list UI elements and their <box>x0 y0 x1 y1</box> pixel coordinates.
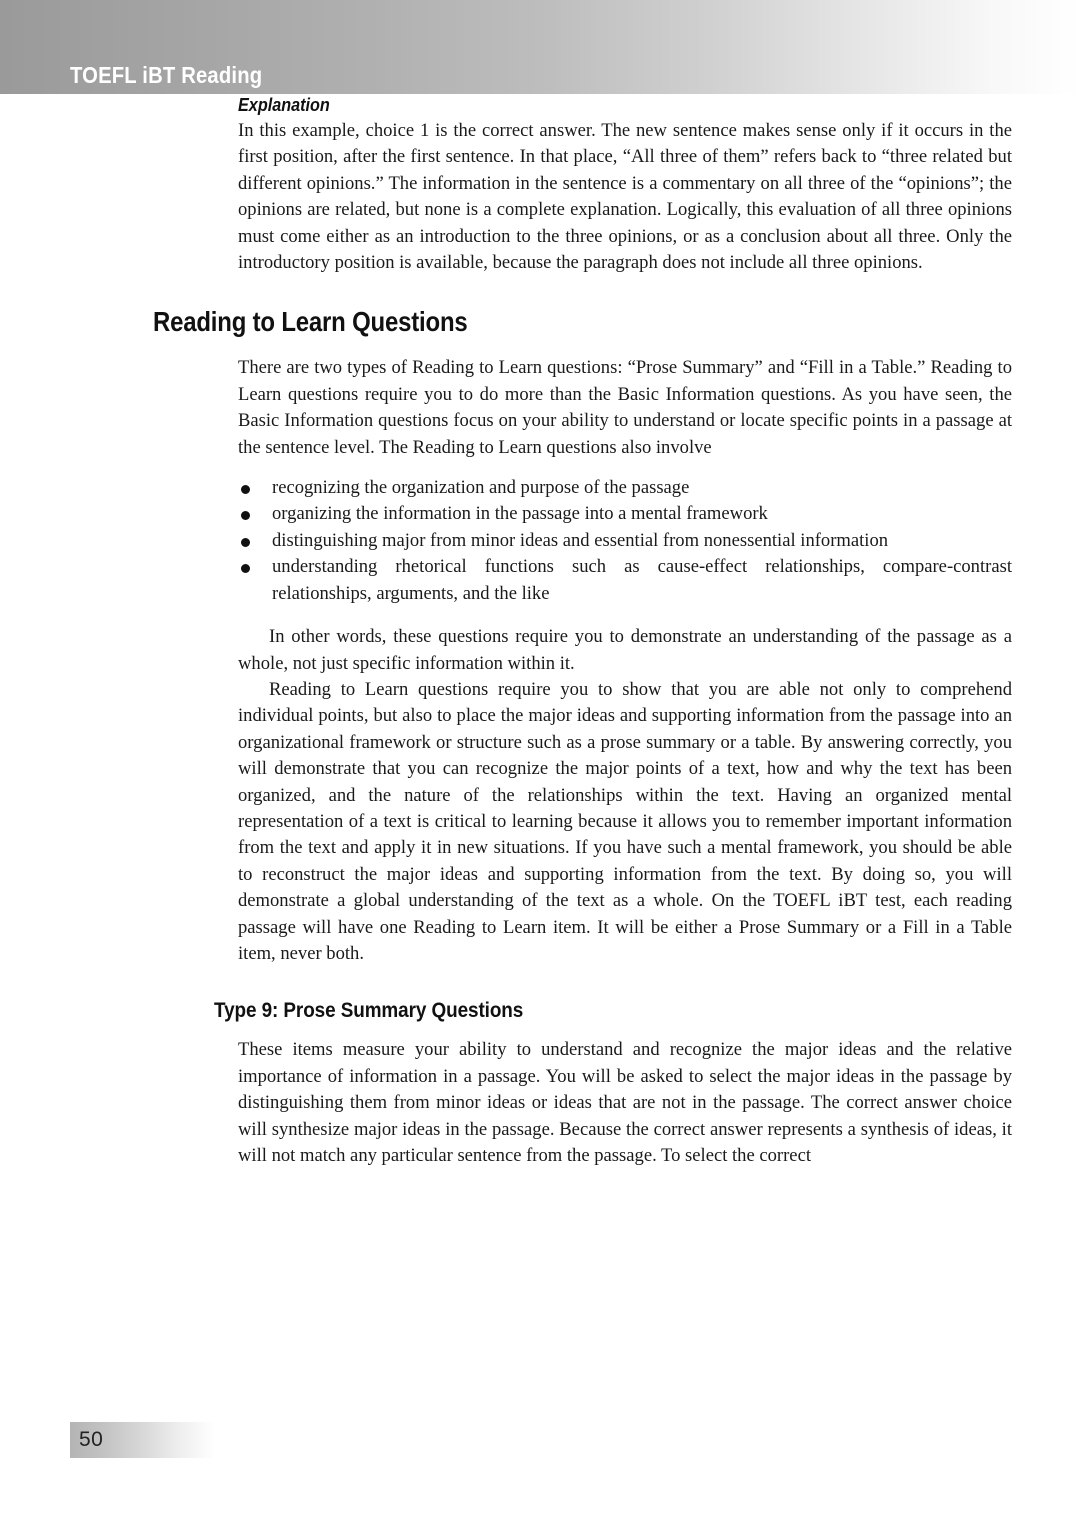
spacer-after-bullets <box>238 607 1012 624</box>
spacer-after-section-heading <box>0 338 1080 355</box>
explanation-heading: Explanation <box>238 95 330 115</box>
paragraph-reading-to-learn-detail: Reading to Learn questions require you to show that you are able not only to comprehend individual points, but also to place the major ideas and supporting information from the passage into an organizational framework or structure such as a prose summary or a table. By answering correctly, you will demonstrate that you can recognize the major points of a text, how and why the text has been organized, and the nature of the relationships within the text. Having an organized mental representation of a text is critical to learning because it allows you to remember important information from the text and apply it in new situations. If you have such a mental framework, you should be able to reconstruct the major ideas and supporting information from the text. By doing so, you will demonstrate a global understanding of the text as a whole. On the TOEFL iBT test, each reading passage will have one Reading to Learn item. It will be either a Prose Summary or a Fill in a Table item, never both. <box>238 678 1012 964</box>
bullet-dot-icon <box>241 564 250 573</box>
list-item <box>238 501 1012 527</box>
bullet-dot-icon <box>241 538 250 547</box>
list-item <box>238 554 1012 607</box>
page-content <box>0 94 1080 1169</box>
page-number-label: 50 <box>79 1428 104 1451</box>
list-item <box>238 528 1012 554</box>
spacer-before-bullets <box>238 461 1012 475</box>
bullet-dot-icon <box>241 511 250 520</box>
explanation-block <box>238 94 1012 276</box>
section-intro-paragraph: There are two types of Reading to Learn questions: “Prose Summary” and “Fill in a Table.” Reading to Learn questions require you to do more than the Basic Information questions. As you have seen, the Basic Information questions focus on your ability to understand or locate specific points in a passage at the sentence level. The Reading to Learn questions also involve <box>238 357 1012 458</box>
list-item-label: understanding rhetorical functions such as cause-effect relationships, compare-contrast relationships, arguments, and the like <box>272 556 1012 604</box>
spacer-before-section-heading <box>0 276 1080 306</box>
running-header <box>0 0 1080 94</box>
list-item <box>238 475 1012 501</box>
paragraph-prose-summary: These items measure your ability to understand and recognize the major ideas and the relative importance of information in a passage. You will be asked to select the major ideas in the passage by distinguishing them from minor ideas or ideas that are not in the passage. The correct answer choice will synthesize major ideas in the passage. Because the correct answer represents a synthesis of ideas, it will not match any particular sentence from the passage. To select the correct <box>238 1039 1012 1166</box>
prose-summary-block <box>238 1037 1012 1169</box>
explanation-paragraph: In this example, choice 1 is the correct answer. The new sentence makes sense only if it occurs in the first position, after the first sentence. In that place, “All three of them” refers back to “three related but different opinions.” The information in the sentence is a commentary on all three of the “opinions”; the opinions are related, but none is a complete explanation. Logically, this evaluation of all three opinions must come either as an introduction to the three opinions, or as a conclusion about all three. Only the introductory position is available, because the paragraph does not include all three opinions. <box>238 120 1012 274</box>
section-intro-block <box>238 355 1012 967</box>
running-header-title: TOEFL iBT Reading <box>70 62 263 88</box>
bullet-dot-icon <box>241 485 250 494</box>
list-item-label: recognizing the organization and purpose of the passage <box>272 477 690 499</box>
spacer-after-subsection-heading <box>0 1023 1080 1037</box>
section-heading-reading-to-learn: Reading to Learn Questions <box>153 306 468 338</box>
page-number-badge <box>70 1422 215 1458</box>
list-item-label: organizing the information in the passage into a mental framework <box>272 503 768 525</box>
spacer-before-subsection-heading <box>0 967 1080 997</box>
subsection-heading-type-9: Type 9: Prose Summary Questions <box>214 998 524 1023</box>
list-item-label: distinguishing major from minor ideas and essential from nonessential information <box>272 529 889 551</box>
reading-to-learn-bullet-list <box>238 475 1012 607</box>
paragraph-in-other-words: In other words, these questions require you to demonstrate an understanding of the passage as a whole, not just specific information within it. <box>238 626 1012 674</box>
